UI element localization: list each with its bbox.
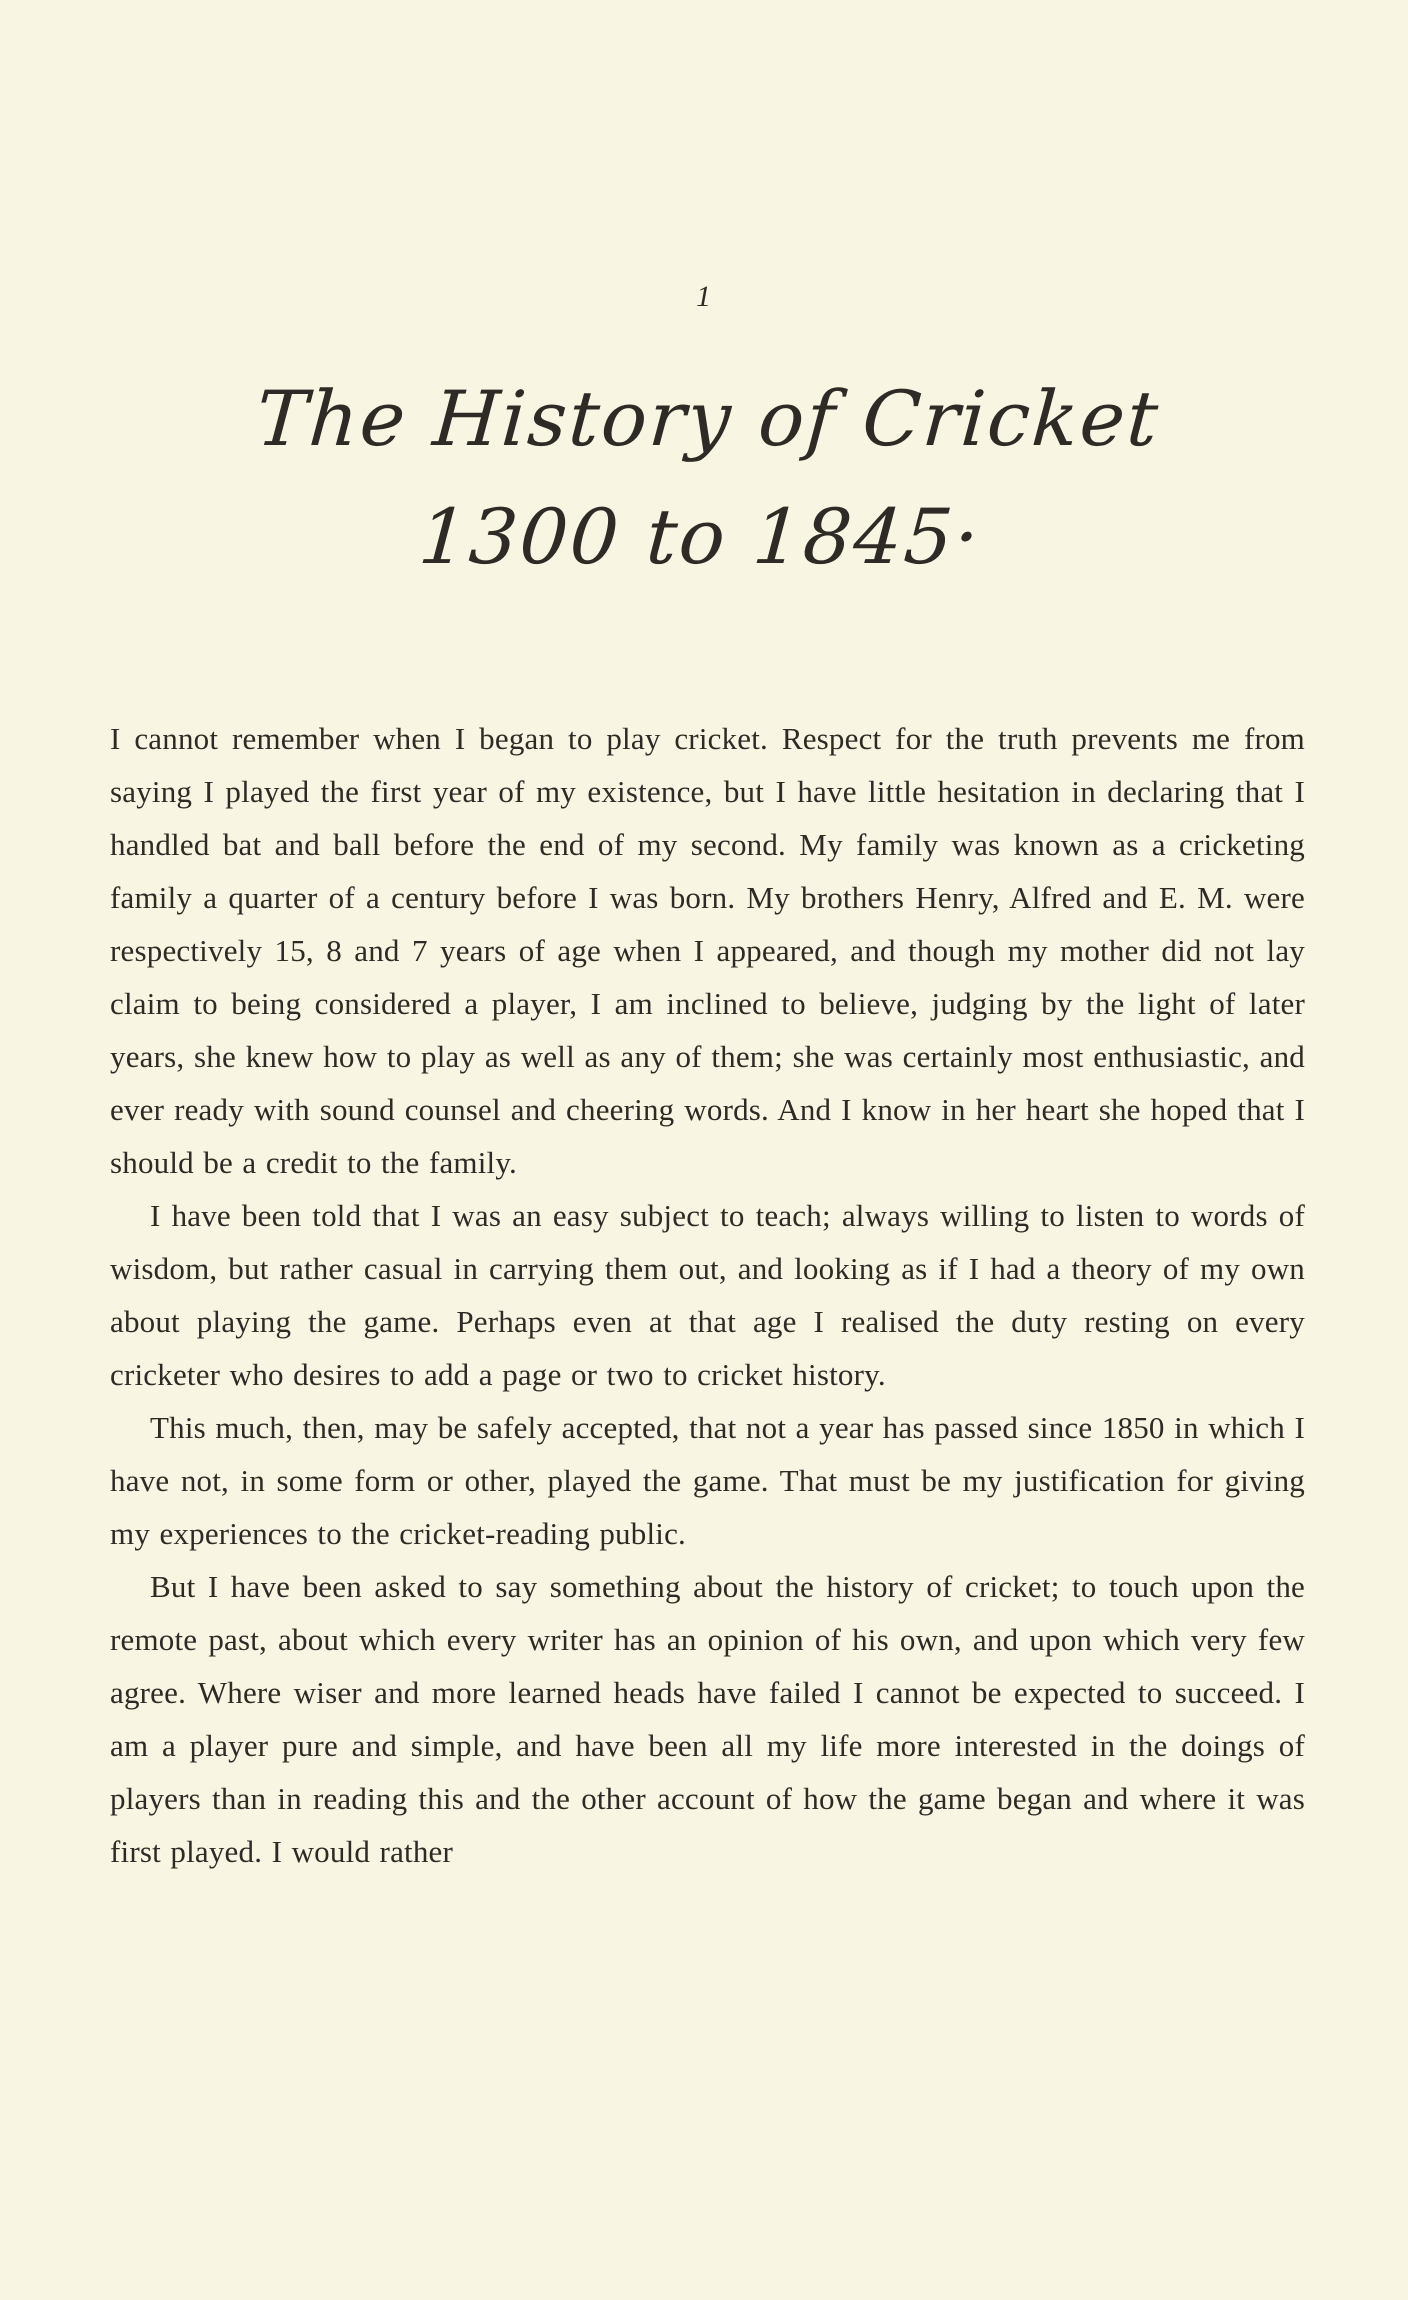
body-text [110, 712, 1305, 1878]
paragraph: I cannot remember when I began to play cricket. Respect for the truth prevents me from saying I played the first year of my existence, but I have little hesitation in declaring that I handled bat and ball before the end of my second. My family was known as a cricketing family a quarter of a century before I was born. My brothers Henry, Alfred and E. M. were respectively 15, 8 and 7 years of age when I appeared, and though my mother did not lay claim to being considered a player, I am inclined to believe, judging by the light of later years, she knew how to play as well as any of them; she was certainly most enthusiastic, and ever ready with sound counsel and cheering words. And I know in her heart she hoped that I should be a credit to the family. [110, 721, 1305, 1180]
chapter-title [0, 360, 1408, 596]
paragraph: I have been told that I was an easy subject to teach; always willing to listen to words of wisdom, but rather casual in carrying them out, and looking as if I had a theory of my own about playing the game. Perhaps even at that age I realised the duty resting on every cricketer who desires to add a page or two to cricket history. [110, 1198, 1305, 1392]
paragraph: This much, then, may be safely accepted, that not a year has passed since 1850 in which I have not, in some form or other, played the game. That must be my justification for giving my experiences to the cricket-reading public. [110, 1410, 1305, 1551]
paragraph: But I have been asked to say something about the history of cricket; to touch upon the remote past, about which every writer has an opinion of his own, and upon which very few agree. Where wiser and more learned heads have failed I cannot be expected to succeed. I am a player pure and simple, and have been all my life more interested in the doings of players than in reading this and the other account of how the game began and where it was first played. I would rather [110, 1569, 1305, 1869]
chapter-number: 1 [696, 280, 712, 313]
chapter-title-line-2: 1300 to 1845· [415, 492, 984, 581]
chapter-title-line-1: The History of Cricket [253, 374, 1163, 463]
